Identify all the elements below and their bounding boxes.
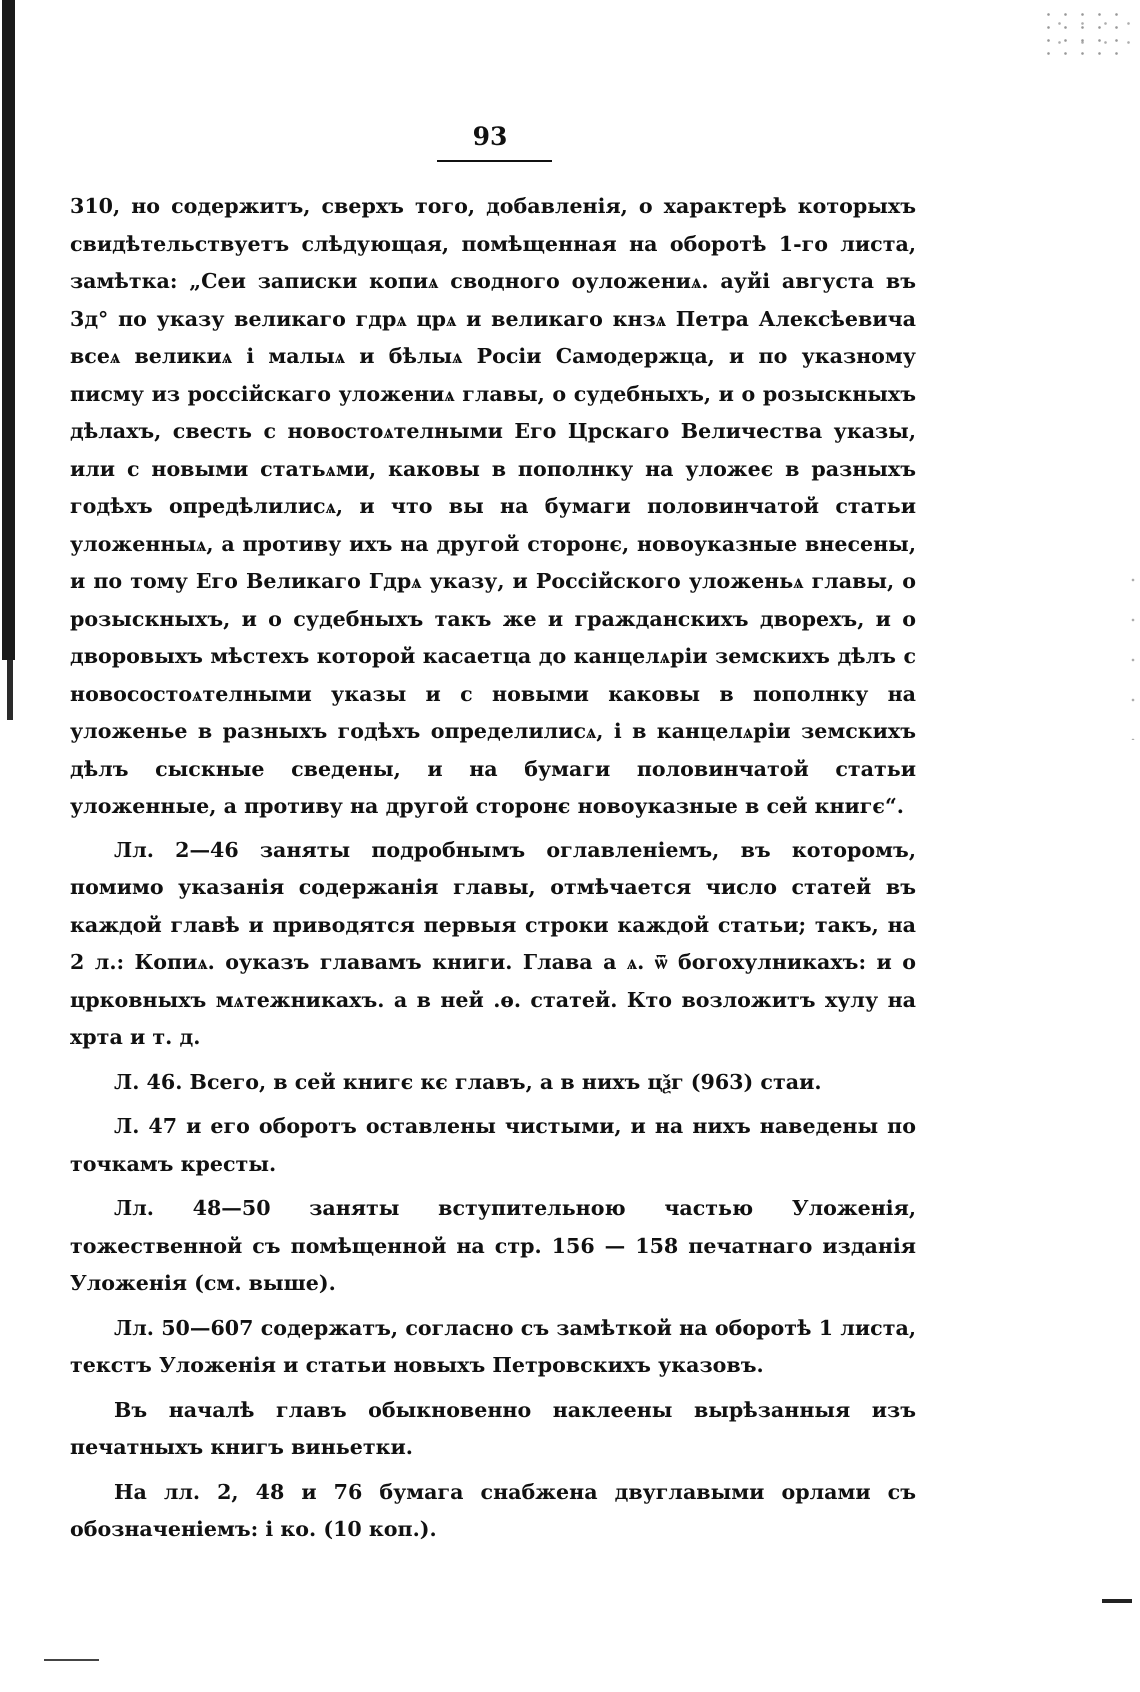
scan-binding-edge-tail [7, 660, 13, 720]
document-body [70, 188, 916, 1556]
scan-binding-edge [2, 0, 15, 660]
paragraph-watermarks: На лл. 2, 48 и 76 бумага снабжена двуглавыми орлами съ обозначеніемъ: і ко. (10 коп.). [70, 1479, 916, 1541]
paragraph-leaf-46: Л. 46. Всего, в сей книгє кє главъ, а в нихъ цѯг (963) стаи. [114, 1069, 822, 1094]
paragraph-leaf-47: Л. 47 и его оборотъ оставлены чистыми, и на нихъ наведены по точкамъ кресты. [70, 1114, 916, 1176]
scan-mark-left [44, 1659, 99, 1661]
scan-noise-right-edge [1128, 560, 1140, 740]
page-number: 93 [472, 122, 508, 151]
paragraph-leaves-48-50: Лл. 48—50 заняты вступительною частью Уложенія, тожественной съ помѣщенной на стр. 156 — 158 печатнаго изданія Уложенія (см. выше). [70, 1196, 916, 1295]
paragraph-contents: Лл. 2—46 заняты подробнымъ оглавленіемъ, въ которомъ, помимо указанія содержанія главы, отмѣчается число статей въ каждой главѣ и приводятся первыя строки каждой статьи; такъ, на 2 л.: Копиѧ. оуказъ главамъ книги. Глава а ѧ. ѿ богохулникахъ: и о црковныхъ мѧтежникахъ. а в ней .ѳ. статей. Кто возложитъ хулу на хрта и т. д. [70, 837, 916, 1049]
paragraph-leaves-50-607: Лл. 50—607 содержатъ, согласно съ замѣткой на оборотѣ 1 листа, текстъ Уложенія и статьи новыхъ Петровскихъ указовъ. [70, 1315, 916, 1377]
paragraph-vignettes: Въ началѣ главъ обыкновенно наклеены вырѣзанныя изъ печатныхъ книгъ виньетки. [70, 1397, 916, 1459]
page-number-rule [437, 160, 552, 162]
paragraph-intro-quote: 310, но содержитъ, сверхъ того, добавленія, о характерѣ которыхъ свидѣтельствуетъ слѣдующая, помѣщенная на оборотѣ 1-го листа, замѣтка: „Сеи записки копиѧ сводного оуложениѧ. ауйі августа въ 3д° по указу великаго гдрѧ црѧ и великаго кнзѧ Петра Алексѣевича всеѧ великиѧ і малыѧ и бѣлыѧ Росіи Самодержца, и по указному писму из россійскаго уложениѧ главы, о судебныхъ, и о розыскныхъ дѣлахъ, свесть с новостоѧтелными Его Црскаго Величества указы, или с новыми статьѧми, каковы в пополнку на уложеє в разныхъ годѣхъ опредѣлилисѧ, и что вы на бумаги половинчатой статьи уложенныѧ, а противу ихъ на другой сторонє, новоуказные внесены, и по тому Его Великаго Гдрѧ указу, и Россійского уложеньѧ главы, о розыскныхъ, и о судебныхъ такъ же и гражданскихъ дворехъ, и о дворовыхъ мѣстехъ которой касаетца до канцелѧріи земскихъ дѣлъ с новосостоѧтелными указы и с новыми каковы в пополнку на уложенье в разныхъ годѣхъ определилисѧ, і в канцелѧріи земскихъ дѣлъ сыскные сведены, и на бумаги половинчатой статьи уложенные, а противу на другой сторонє новоуказные в сей книгє“. [70, 194, 916, 818]
scan-mark-right [1102, 1599, 1132, 1603]
scan-noise-top-right [1040, 8, 1130, 58]
